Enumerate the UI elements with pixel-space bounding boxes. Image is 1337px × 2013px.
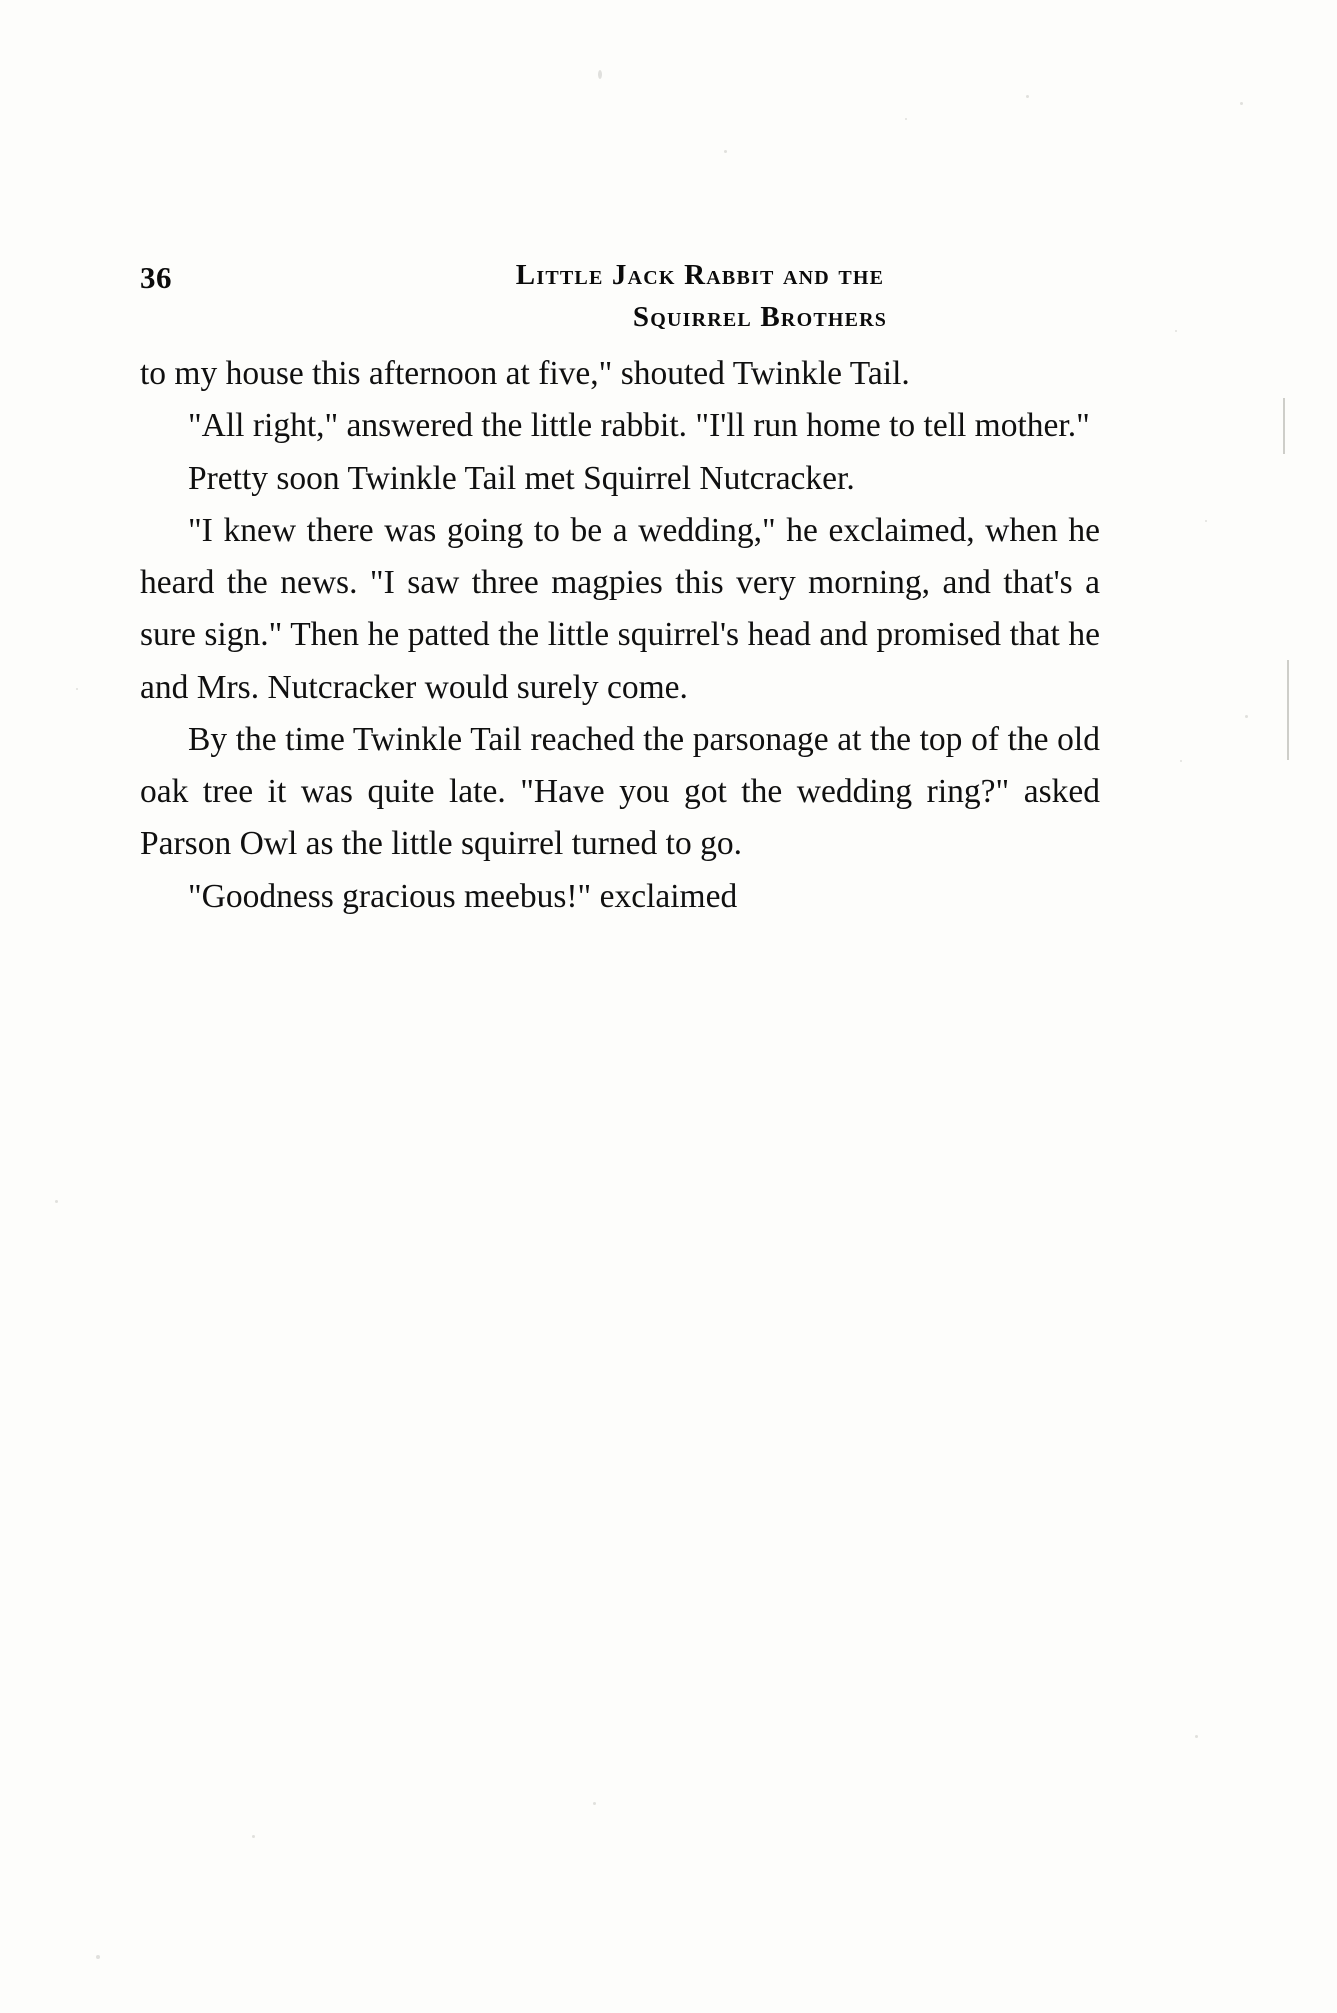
scan-speckle [598,70,602,79]
scan-speckle [905,118,907,120]
scan-speckle [593,1802,596,1805]
scan-speckle [252,1835,255,1838]
paragraph: Pretty soon Twinkle Tail met Squirrel Nutcracker. [188,459,855,497]
scan-speckle [1026,95,1029,98]
running-head-row [140,230,1100,334]
scan-edge-mark [1287,660,1289,760]
scan-speckle [1240,102,1243,105]
scan-speckle [1205,520,1207,522]
paragraph: "Goodness gracious meebus!" exclaimed [188,877,738,915]
page-number: 36 [140,260,172,295]
scan-speckle [96,1955,100,1959]
scan-speckle [1195,1735,1198,1738]
running-head [300,254,1100,338]
paragraph: "I knew there was going to be a wedding," he exclaimed, when he heard the news. "I saw three magpies this very morning, and that's a sure sign." Then he patted the little squirrel's head and promised that he and Mrs. Nutcracker would surely come. [140,511,1100,706]
scan-speckle [1180,760,1182,762]
scan-edge-mark [1283,398,1285,454]
scan-speckle [724,150,727,153]
paragraph: to my house this afternoon at five," shouted Twinkle Tail. [140,355,910,392]
running-head-line-2: Squirrel Brothers [632,301,888,334]
scan-speckle [1175,330,1177,332]
paragraph: "All right," answered the little rabbit. "I'll run home to tell mother." [188,407,1090,445]
scan-speckle [76,688,78,690]
scan-speckle [55,1200,58,1203]
body-text [140,348,1100,923]
scan-speckle [1245,715,1248,718]
page-content [140,230,1100,923]
running-head-line-1: Little Jack Rabbit and the [515,259,885,291]
paragraph: By the time Twinkle Tail reached the parsonage at the top of the old oak tree it was quite late. "Have you got the wedding ring?" asked Parson Owl as the little squirrel turned to go. [140,720,1100,863]
